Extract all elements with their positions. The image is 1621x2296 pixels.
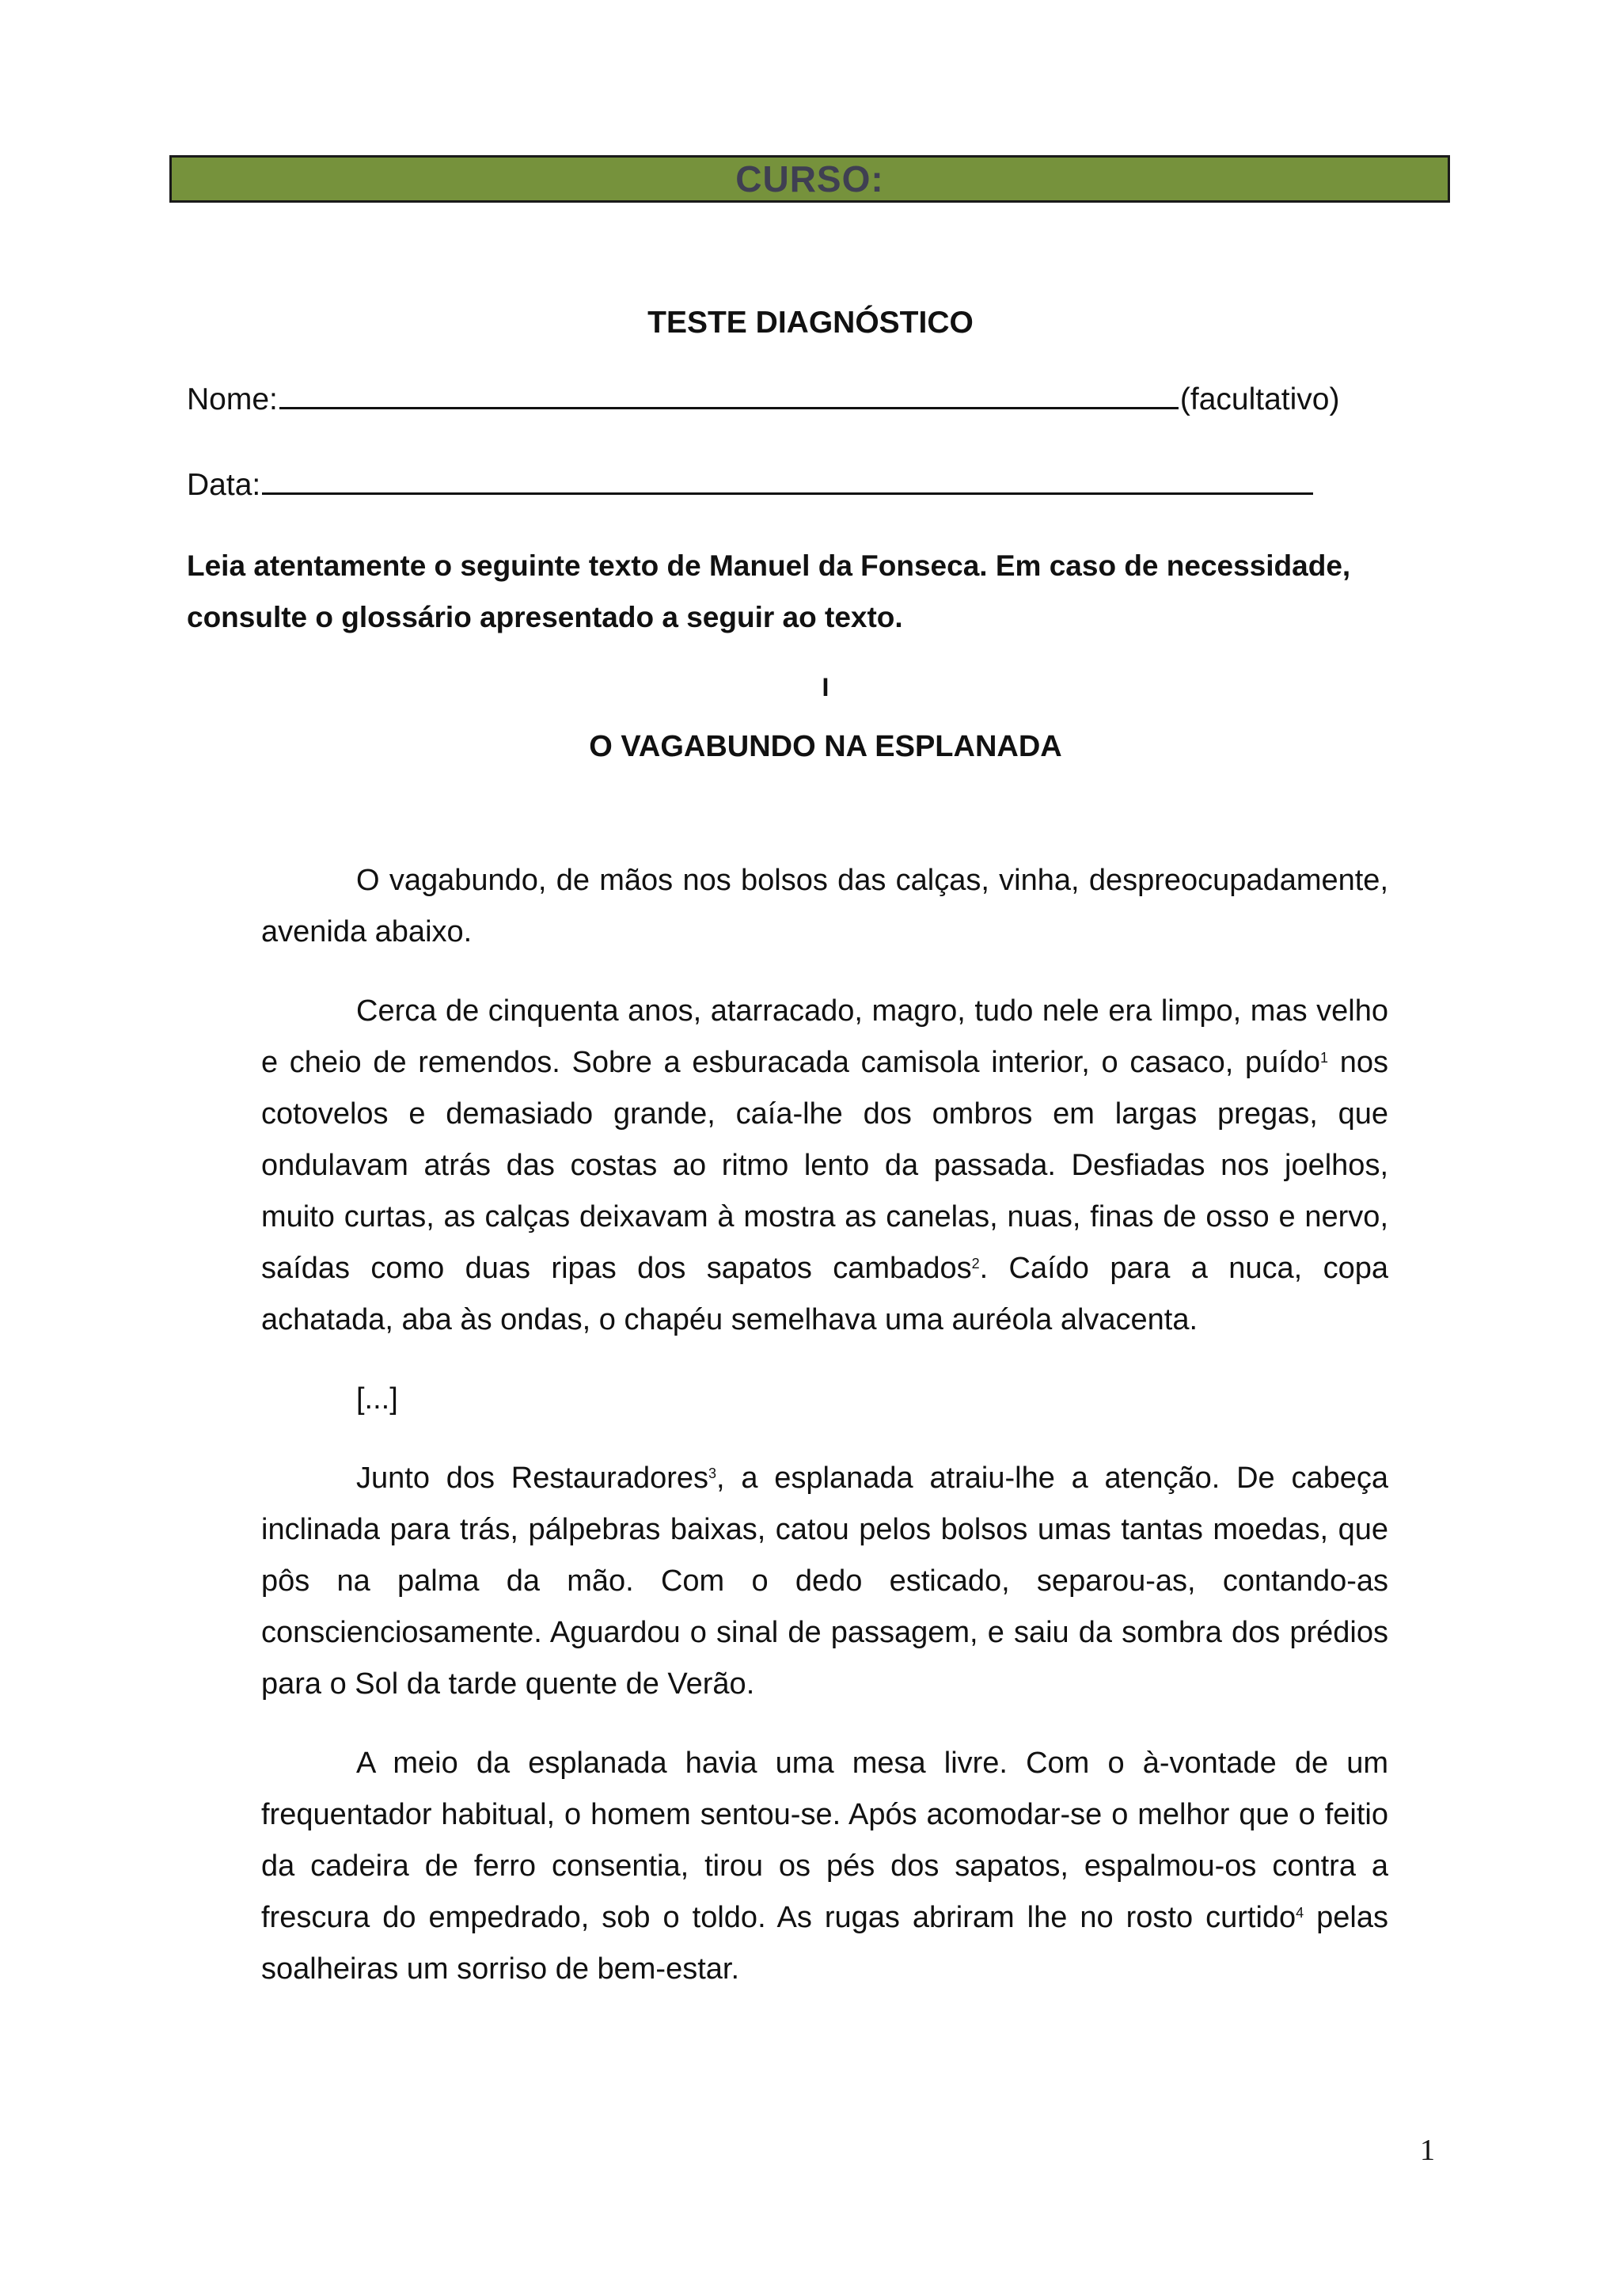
passage — [261, 855, 1388, 2023]
paragraph-4-text-b: pelas soalheiras um sorriso de bem-estar. — [261, 1901, 1389, 1986]
page-number: 1 — [1420, 2134, 1435, 2167]
paragraph-2-text-c: . Caído para a nuca, copa achatada, aba às ondas, o chapéu semelhava uma auréola alvacenta. — [261, 1252, 1388, 1336]
name-optional-note: (facultativo) — [1179, 382, 1340, 416]
paragraph-1-text: O vagabundo, de mãos nos bolsos das calças, vinha, despreocupadamente, avenida abaixo. — [261, 864, 1388, 948]
omission-marker — [261, 1374, 1388, 1425]
paragraph-3 — [261, 1453, 1388, 1710]
name-field-row — [187, 375, 1339, 417]
date-blank-line[interactable] — [262, 461, 1313, 495]
paragraph-3-text-a: Junto dos Restauradores — [356, 1462, 709, 1495]
paragraph-2-text-a: Cerca de cinquenta anos, atarracado, magro, tudo nele era limpo, mas velho e cheio de remendos. Sobre a esburacada camisola interior, o casaco, puído — [261, 994, 1388, 1079]
name-label: Nome: — [187, 382, 278, 416]
paragraph-3-text-b: , a esplanada atraiu-lhe a atenção. De cabeça inclinada para trás, pálpebras baixas, catou pelos bolsos umas tantas moedas, que pôs na palma da mão. Com o dedo esticado, separou-as, contando-as conscienciosamente. Aguardou o sinal de passagem, e saiu da sombra dos prédios para o Sol da tarde quente de Verão. — [261, 1462, 1388, 1701]
section-number: I — [822, 673, 829, 701]
footnote-marker-3: 3 — [708, 1465, 717, 1481]
course-banner — [169, 155, 1450, 203]
omission-text: [...] — [356, 1382, 398, 1416]
date-field-row — [187, 461, 1315, 503]
instructions: Leia atentamente o seguinte texto de Manuel da Fonseca. Em caso de necessidade, consulte o glossário apresentado a seguir ao texto. — [187, 549, 1351, 633]
paragraph-4 — [261, 1738, 1388, 1995]
footnote-marker-1: 1 — [1320, 1050, 1329, 1066]
section-title: O VAGABUNDO NA ESPLANADA — [589, 730, 1062, 763]
date-label: Data: — [187, 468, 261, 502]
paragraph-4-text-a: A meio da esplanada havia uma mesa livre. Com o à-vontade de um frequentador habitual, o homem sentou-se. Após acomodar-se o melhor que o feitio da cadeira de ferro consentia, tirou os pés dos sapatos, espalmou-os contra a frescura do empedrado, sob o toldo. As rugas abriram lhe no rosto curtido — [261, 1747, 1388, 1934]
paragraph-2-text-b: nos cotovelos e demasiado grande, caía-lhe dos ombros em largas pregas, que ondulavam atrás das costas ao ritmo lento da passada. Desfiadas nos joelhos, muito curtas, as calças deixavam à mostra as canelas, nuas, finas de osso e nervo, saídas como duas ripas dos sapatos cambados — [261, 1046, 1389, 1285]
paragraph-1 — [261, 855, 1388, 958]
paragraph-2 — [261, 986, 1388, 1346]
name-blank-line[interactable] — [279, 375, 1179, 409]
footnote-marker-2: 2 — [971, 1256, 980, 1272]
footnote-marker-4: 4 — [1296, 1905, 1304, 1921]
course-label: CURSO: — [735, 158, 884, 200]
test-title: TESTE DIAGNÓSTICO — [647, 306, 974, 340]
